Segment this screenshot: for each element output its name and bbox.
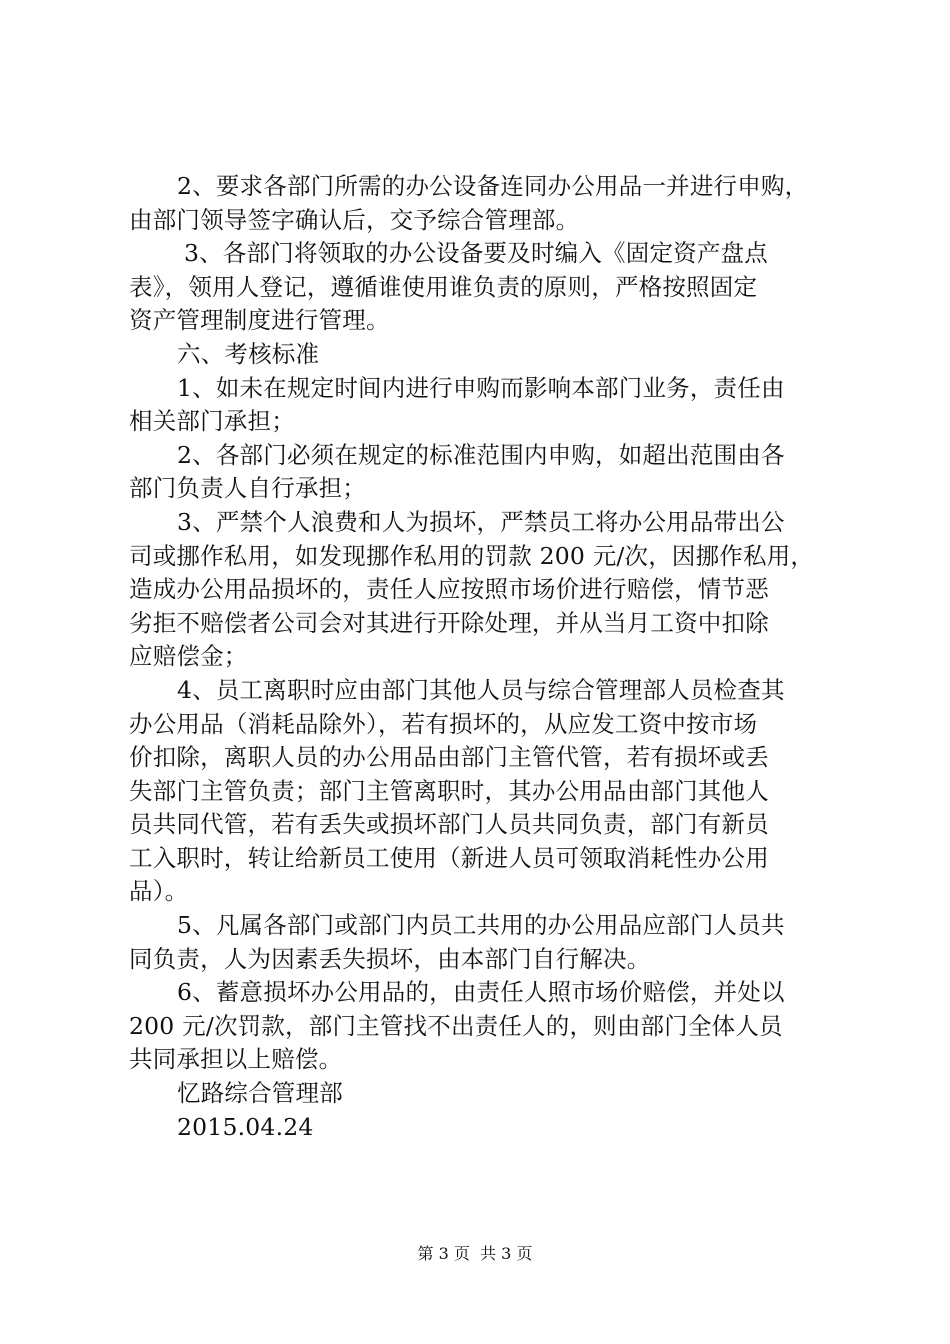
- text-line: 劣拒不赔偿者公司会对其进行开除处理，并从当月工资中扣除: [129, 608, 769, 637]
- text-line: 共同承担以上赔偿。: [129, 1045, 343, 1074]
- text-line: 相关部门承担；: [129, 407, 295, 436]
- text-line: 由部门领导签字确认后，交予综合管理部。: [129, 205, 580, 234]
- page-footer: 第 3 页 共 3 页: [417, 1244, 533, 1263]
- text-line: 工入职时，转让给新员工使用（新进人员可领取消耗性办公用: [129, 843, 769, 872]
- text-line: 2、要求各部门所需的办公设备连同办公用品一并进行申购，: [177, 172, 809, 200]
- text-line: 员共同代管，若有丢失或损坏部门人员共同负责，部门有新员: [129, 810, 769, 839]
- text-line: 应赔偿金；: [129, 642, 248, 671]
- text-line: 3、各部门将领取的办公设备要及时编入《固定资产盘点: [184, 239, 768, 268]
- text-line: 六、考核标准: [177, 339, 320, 368]
- text-line: 办公用品（消耗品除外），若有损坏的，从应发工资中按市场: [129, 709, 758, 738]
- text-line: 品）。: [129, 877, 189, 906]
- text-line: 价扣除，离职人员的办公用品由部门主管代管，若有损坏或丢: [129, 743, 769, 772]
- text-line: 2015.04.24: [177, 1112, 314, 1141]
- text-line: 1、如未在规定时间内进行申购而影响本部门业务，责任由: [177, 373, 785, 402]
- text-line: 造成办公用品损坏的，责任人应按照市场价进行赔偿，情节恶: [129, 575, 769, 604]
- text-line: 3、严禁个人浪费和人为损坏，严禁员工将办公用品带出公: [177, 507, 785, 536]
- text-line: 5、凡属各部门或部门内员工共用的办公用品应部门人员共: [177, 911, 785, 940]
- text-line: 2、各部门必须在规定的标准范围内申购，如超出范围由各: [177, 440, 785, 469]
- text-line: 6、蓄意损坏办公用品的，由责任人照市场价赔偿，并处以: [177, 978, 785, 1007]
- text-line: 4、员工离职时应由部门其他人员与综合管理部人员检查其: [177, 675, 785, 704]
- text-line: 部门负责人自行承担；: [129, 474, 366, 503]
- text-line: 司或挪作私用，如发现挪作私用的罚款 200 元/次，因挪作私用，: [129, 541, 815, 570]
- text-line: 同负责，人为因素丢失损坏，由本部门自行解决。: [129, 944, 651, 973]
- text-line: 忆路综合管理部: [177, 1079, 343, 1108]
- text-line: 表》，领用人登记，遵循谁使用谁负责的原则，严格按照固定: [129, 272, 758, 301]
- document-body: [129, 170, 849, 1144]
- text-line: 200 元/次罚款，部门主管找不出责任人的，则由部门全体人员: [129, 1011, 783, 1040]
- text-line: 失部门主管负责；部门主管离职时，其办公用品由部门其他人: [129, 776, 769, 805]
- text-line: 资产管理制度进行管理。: [129, 306, 390, 335]
